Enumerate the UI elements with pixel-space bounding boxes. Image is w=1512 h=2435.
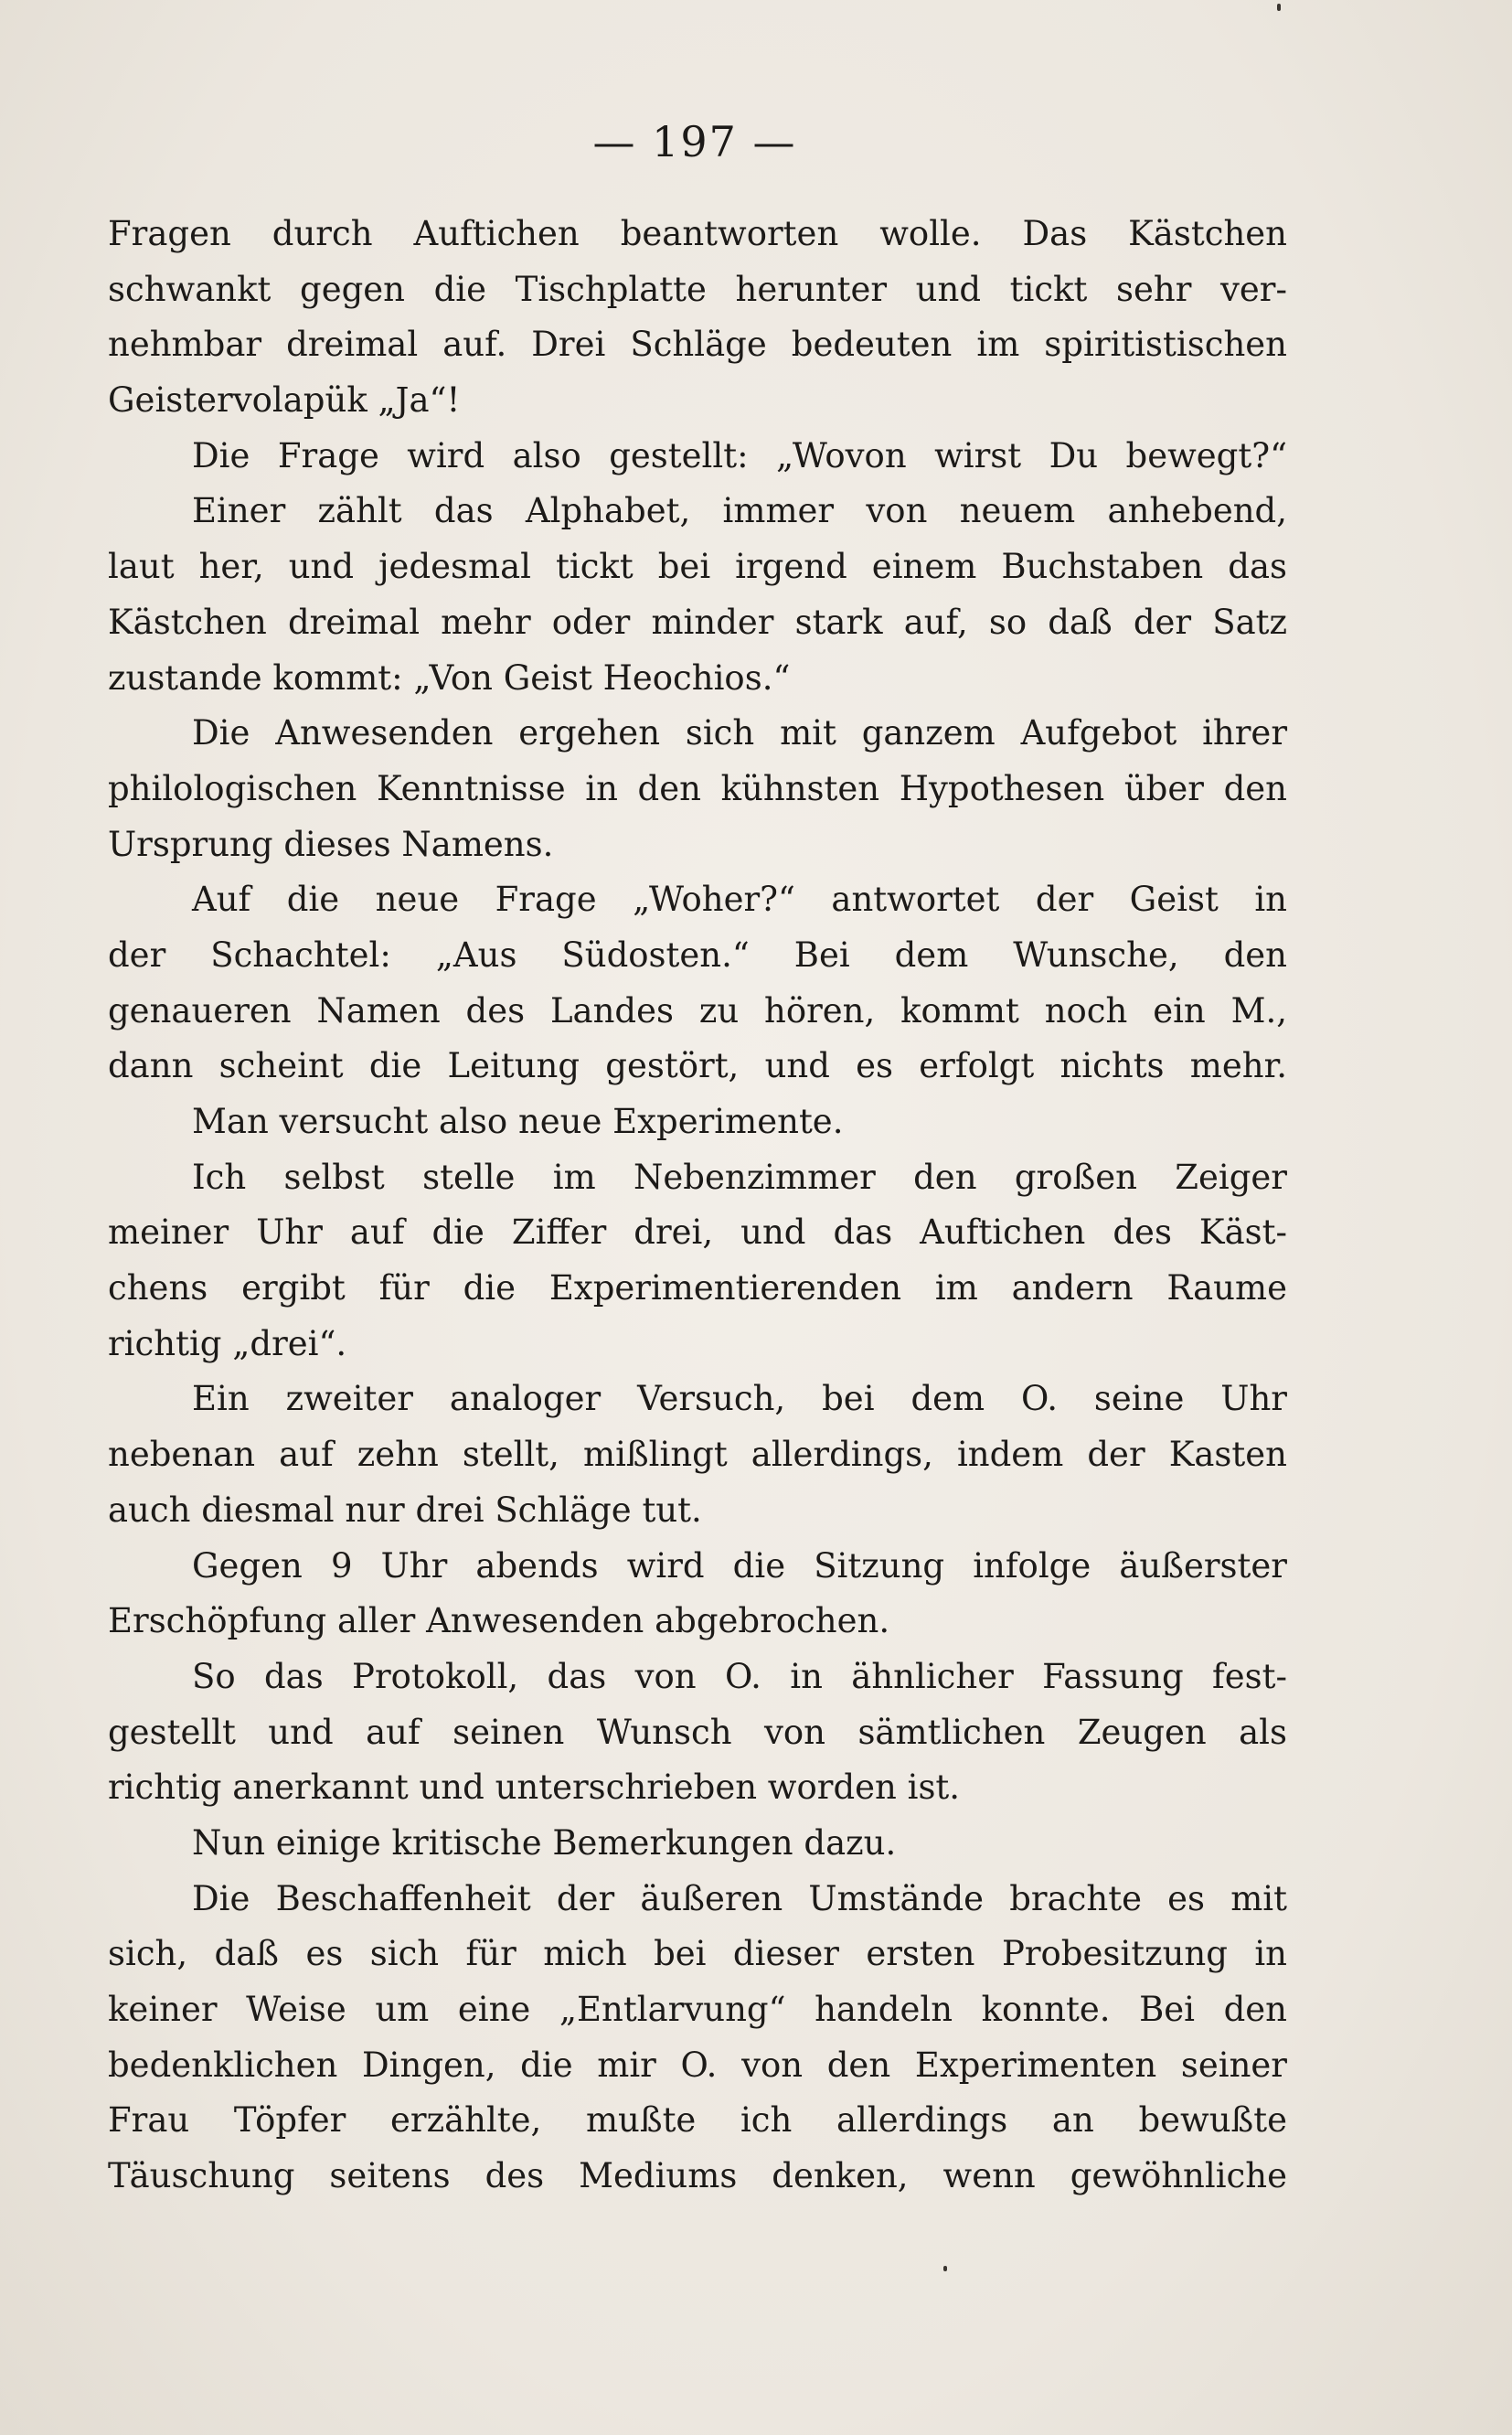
text-line: auch diesmal nur drei Schläge tut. [108, 1490, 702, 1530]
text-line: zustande kommt: „Von Geist Heochios.“ [108, 657, 791, 698]
text-line: keiner Weise um eine „Entlarvung“ handeln konnte. Bei den [108, 1990, 1287, 2029]
text-line: Frau Töpfer erzählte, mußte ich allerdings an bewußte [108, 2100, 1287, 2141]
text-line: nehmbar dreimal auf. Drei Schläge bedeuten im spiritistischen [108, 325, 1287, 365]
text-line: sich, daß es sich für mich bei dieser ersten Probesitzung in [108, 1934, 1287, 1974]
corner-speck [1277, 4, 1281, 11]
text-line: gestellt und auf seinen Wunsch von sämtlichen Zeugen als [108, 1712, 1287, 1752]
text-line: Die Frage wird also gestellt: „Wovon wirst Du bewegt?“ [192, 435, 1287, 475]
text-line: Nun einige kritische Bemerkungen dazu. [192, 1822, 897, 1863]
text-line: bedenklichen Dingen, die mir O. von den Experimenten seiner [108, 2045, 1287, 2085]
text-line: So das Protokoll, das von O. in ähnlicher Fassung fest- [192, 1656, 1287, 1696]
text-line: genaueren Namen des Landes zu hören, kommt noch ein M., [108, 990, 1287, 1031]
text-line: Auf die neue Frage „Woher?“ antwortet der Geist in [192, 880, 1287, 920]
text-line: Die Anwesenden ergehen sich mit ganzem Aufgebot ihrer [192, 713, 1287, 753]
text-line: richtig anerkannt und unterschrieben worden ist. [108, 1768, 961, 1808]
text-line: Geistervolapük „Ja“! [108, 380, 461, 421]
text-line: Ein zweiter analoger Versuch, bei dem O. seine Uhr [192, 1379, 1287, 1419]
text-line: Die Beschaffenheit der äußeren Umstände brachte es mit [192, 1878, 1287, 1918]
text-line: Ich selbst stelle im Nebenzimmer den großen Zeiger [192, 1157, 1287, 1197]
text-line: Fragen durch Auftichen beantworten wolle. Das Kästchen [108, 214, 1287, 253]
text-line: schwankt gegen die Tischplatte herunter und tickt sehr ver- [108, 269, 1287, 309]
text-line: Ursprung dieses Namens. [108, 824, 554, 864]
body-text [108, 207, 1287, 2205]
text-line: nebenan auf zehn stellt, mißlingt allerdings, indem der Kasten [108, 1435, 1287, 1475]
text-line: Kästchen dreimal mehr oder minder stark auf, so daß der Satz [108, 602, 1287, 642]
text-line: dann scheint die Leitung gestört, und es erfolgt nichts mehr. [108, 1046, 1287, 1086]
footer-speck [943, 2266, 947, 2271]
text-line: Gegen 9 Uhr abends wird die Sitzung infolge äußerster [192, 1545, 1287, 1586]
text-line: Einer zählt das Alphabet, immer von neuem anhebend, [192, 491, 1287, 531]
page-number: — 197 — [592, 117, 797, 166]
text-line: Man versucht also neue Experimente. [192, 1102, 844, 1141]
text-line: Erschöpfung aller Anwesenden abgebrochen. [108, 1601, 890, 1641]
text-line: der Schachtel: „Aus Südosten.“ Bei dem Wunsche, den [108, 934, 1287, 975]
text-line: laut her, und jedesmal tickt bei irgend einem Buchstaben das [108, 547, 1287, 587]
text-line: chens ergibt für die Experimentierenden im andern Raume [108, 1268, 1287, 1308]
text-line: richtig „drei“. [108, 1323, 347, 1363]
text-line: Täuschung seitens des Mediums denken, wenn gewöhnliche [108, 2156, 1287, 2196]
text-line: philologischen Kenntnisse in den kühnsten Hypothesen über den [108, 768, 1287, 808]
text-line: meiner Uhr auf die Ziffer drei, und das Auftichen des Käst- [108, 1212, 1287, 1253]
